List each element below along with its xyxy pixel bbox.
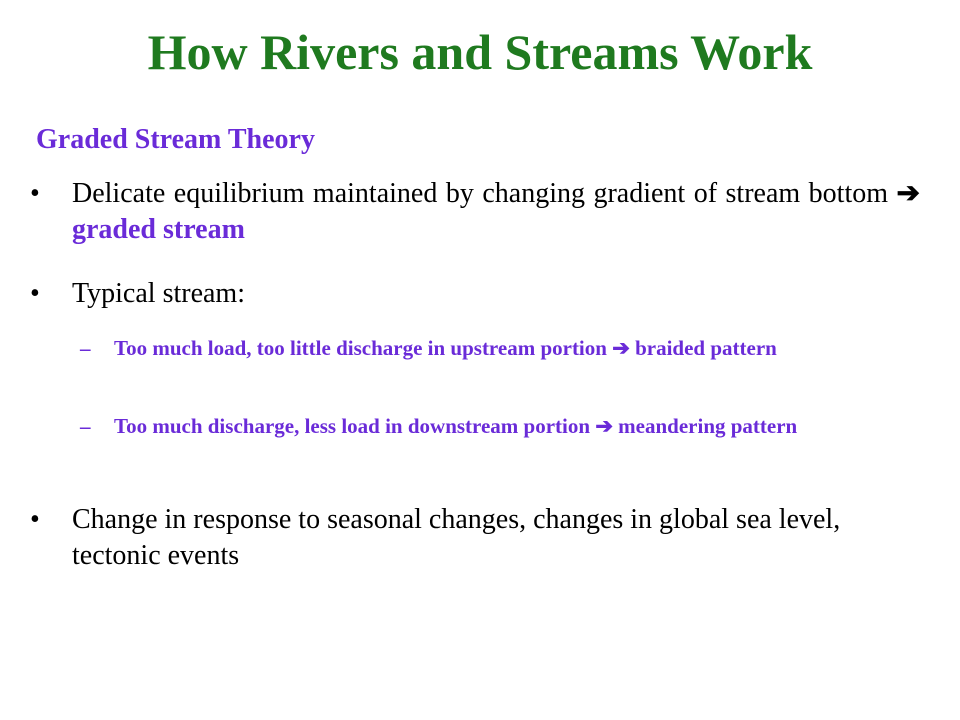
slide-subtitle: Graded Stream Theory xyxy=(36,124,315,155)
sub-item-meandering xyxy=(80,411,910,441)
bullet-text: Change in response to seasonal changes, changes in global sea level, tectonic events xyxy=(72,504,841,571)
sub-item-text: Too much load, too little discharge in upstream portion xyxy=(114,336,607,360)
bullet-marker: • xyxy=(30,178,40,209)
bullet-highlight: graded stream xyxy=(72,214,245,245)
sub-item-result: braided pattern xyxy=(635,336,777,360)
bullet-item-change-response xyxy=(30,502,920,574)
bullet-item-graded-stream xyxy=(30,176,920,248)
bullet-marker: • xyxy=(30,278,40,309)
sub-bullet-marker: – xyxy=(80,414,91,438)
sub-bullet-marker: – xyxy=(80,336,91,360)
sub-item-result: meandering pattern xyxy=(618,414,798,438)
bullet-item-typical-stream xyxy=(30,276,920,312)
sub-item-text: Too much discharge, less load in downstream portion xyxy=(114,414,591,438)
right-arrow-icon: ➔ xyxy=(595,414,613,438)
slide-title: How Rivers and Streams Work xyxy=(147,24,813,80)
bullet-text: Delicate equilibrium maintained by changing gradient of stream bottom xyxy=(72,178,889,209)
bullet-marker: • xyxy=(30,504,40,535)
bullet-text: Typical stream: xyxy=(72,278,245,309)
sub-item-braided xyxy=(80,333,910,363)
right-arrow-icon: ➔ xyxy=(612,336,630,360)
right-arrow-icon: ➔ xyxy=(896,178,921,209)
